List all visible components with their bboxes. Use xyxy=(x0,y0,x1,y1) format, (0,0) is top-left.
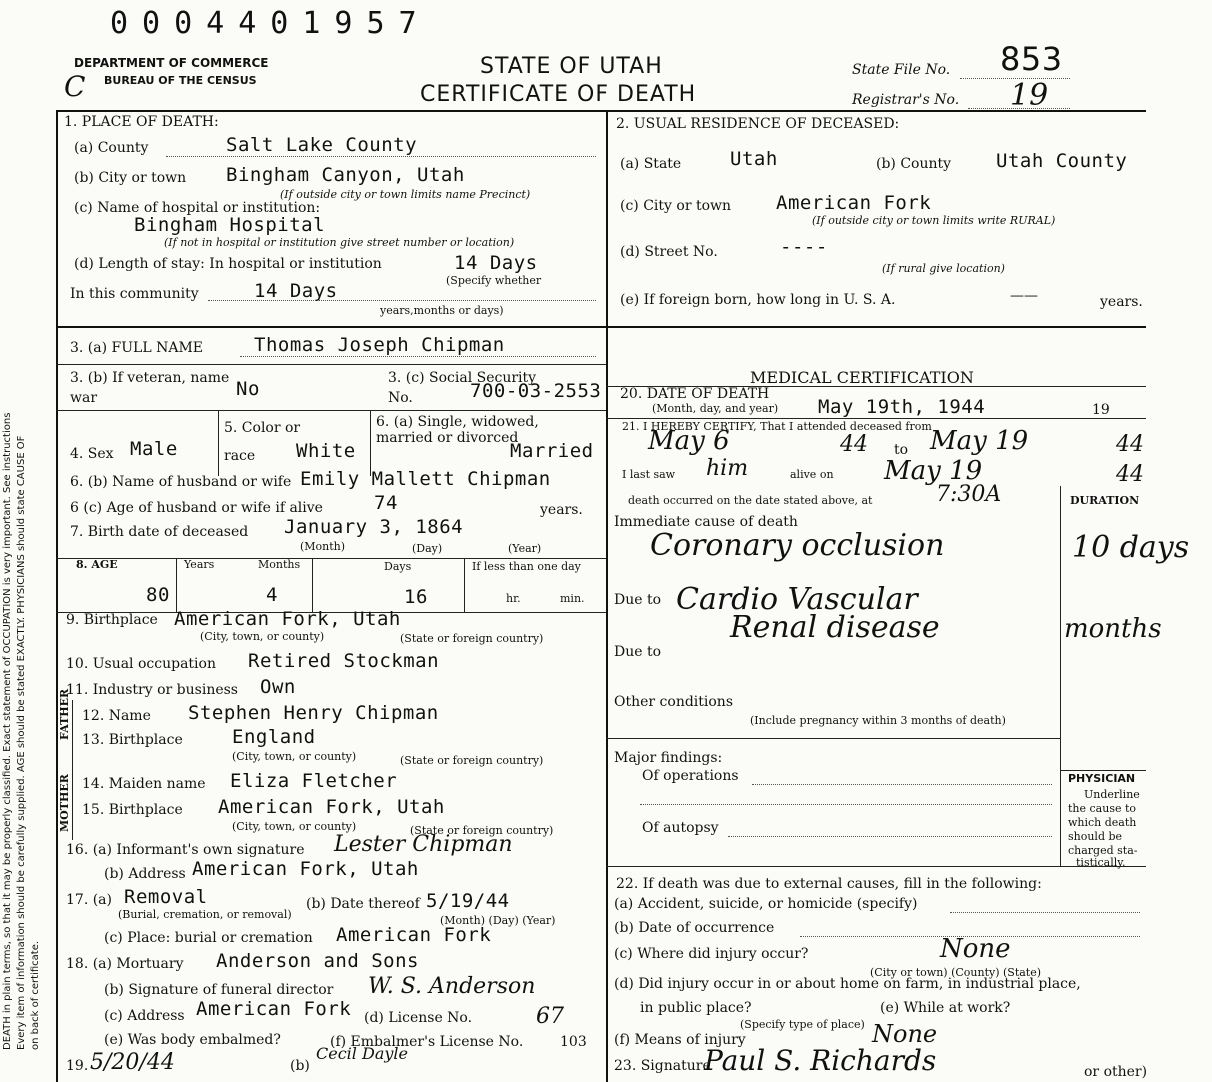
physician-signature: Paul S. Richards xyxy=(704,1044,937,1077)
handwritten-mark: C xyxy=(64,70,86,103)
social-security-value: 700-03-2553 xyxy=(470,380,602,402)
age-days-value: 16 xyxy=(404,586,428,608)
sex-label: 4. Sex xyxy=(70,446,114,462)
immediate-cause-duration: 10 days xyxy=(1072,530,1190,565)
occupation-value: Retired Stockman xyxy=(248,650,440,672)
father-side-label: FATHER xyxy=(58,688,71,740)
certificate-serial-number: 0004401957 xyxy=(110,6,431,41)
mortuary-address-value: American Fork xyxy=(196,998,352,1020)
residence-city-note: (If outside city or town limits write RURAL) xyxy=(812,214,1056,227)
spouse-age-label: 6 (c) Age of husband or wife if alive xyxy=(70,500,323,516)
mother-city-note: (City, town, or county) xyxy=(232,820,357,833)
state-file-number: 853 xyxy=(1000,40,1063,78)
due-to-label-2: Due to xyxy=(614,644,662,660)
immediate-cause-value: Coronary occlusion xyxy=(650,528,945,563)
veteran-value: No xyxy=(236,378,260,400)
spouse-age-value: 74 xyxy=(374,492,398,514)
injury-public-label: in public place? xyxy=(640,1000,752,1016)
foreign-born-label: (e) If foreign born, how long in U. S. A. xyxy=(620,292,896,308)
industry-value: Own xyxy=(260,676,296,698)
certificate-title: CERTIFICATE OF DEATH xyxy=(420,82,697,107)
alive-on-label: alive on xyxy=(790,468,834,481)
mortuary-value: Anderson and Sons xyxy=(216,950,419,972)
mother-maiden-value: Eliza Fletcher xyxy=(230,770,398,792)
place-of-death-heading: 1. PLACE OF DEATH: xyxy=(64,114,219,130)
physician-box-line-3: which death xyxy=(1068,816,1137,829)
birth-month-note: (Month) xyxy=(300,540,346,553)
residence-state-label: (a) State xyxy=(620,156,682,172)
instructions-sidebar xyxy=(2,150,42,1050)
age-less-day-label: If less than one day xyxy=(472,560,581,573)
due-to-label-1: Due to xyxy=(614,592,662,608)
date-of-death-value: May 19th, 1944 xyxy=(818,396,986,418)
date-of-death-label: 20. DATE OF DEATH xyxy=(620,386,770,402)
embalmer-license-label: (f) Embalmer's License No. xyxy=(330,1034,524,1050)
due-to-value-line-2: Renal disease xyxy=(730,610,940,645)
age-min-label: min. xyxy=(560,592,585,605)
embalmer-license-value: 103 xyxy=(560,1034,587,1050)
duration-label: DURATION xyxy=(1070,494,1140,507)
hospital-value: Bingham Hospital xyxy=(134,214,326,236)
father-birthplace-label: 13. Birthplace xyxy=(82,732,183,748)
social-security-label: 3. (c) Social Security No. xyxy=(388,370,537,406)
burial-place-label: (c) Place: burial or cremation xyxy=(104,930,313,946)
funeral-director-signature: W. S. Anderson xyxy=(368,974,536,999)
removal-label: 17. (a) xyxy=(66,892,112,908)
instructions-line-2: Every item of information should be carefully supplied. AGE should be stated EXACTLY. PHYSICIANS should state CAUSE OF xyxy=(16,435,27,1050)
death-time: 7:30A xyxy=(936,482,1002,507)
informant-address-label: (b) Address xyxy=(104,866,186,882)
bureau-label: BUREAU OF THE CENSUS xyxy=(104,74,257,87)
last-saw-date: May 19 xyxy=(884,456,983,486)
marital-value: Married xyxy=(510,440,594,462)
death-city-value: Bingham Canyon, Utah xyxy=(226,164,465,186)
age-days-label: Days xyxy=(384,560,412,573)
birth-date-label: 7. Birth date of deceased xyxy=(70,524,249,540)
attended-to-date: May 19 xyxy=(930,426,1029,456)
stay-community-label: In this community xyxy=(70,286,199,302)
hospital-label: (c) Name of hospital or institution: xyxy=(74,200,321,216)
age-years-label: Years xyxy=(184,558,215,571)
residence-street-value: ---- xyxy=(780,236,828,258)
removal-value: Removal xyxy=(124,886,208,908)
birthplace-label: 9. Birthplace xyxy=(66,612,158,628)
father-birthplace-value: England xyxy=(232,726,316,748)
full-name-label: 3. (a) FULL NAME xyxy=(70,340,203,356)
last-saw-label: I last saw xyxy=(622,468,676,481)
of-operations-label: Of operations xyxy=(642,768,739,784)
father-name-value: Stephen Henry Chipman xyxy=(188,702,439,724)
injury-place-label: (c) Where did injury occur? xyxy=(614,946,809,962)
external-causes-heading: 22. If death was due to external causes, fill in the following: xyxy=(616,876,1042,892)
means-note: (Specify type of place) xyxy=(740,1018,865,1031)
mother-side-label: MOTHER xyxy=(58,774,71,832)
foreign-born-years: years. xyxy=(1100,294,1143,310)
mother-birthplace-value: American Fork, Utah xyxy=(218,796,445,818)
marital-label: 6. (a) Single, widowed, married or divorced xyxy=(376,414,539,446)
father-city-note: (City, town, or county) xyxy=(232,750,357,763)
physician-box-title: PHYSICIAN xyxy=(1068,772,1136,785)
due-to-value-line-1: Cardio Vascular xyxy=(676,582,918,617)
date-of-death-suffix: 19 xyxy=(1092,402,1110,418)
physician-box-line-1: Underline xyxy=(1084,788,1140,801)
injury-place-note: (City or town) (County) (State) xyxy=(870,966,1042,979)
last-saw-year: 44 xyxy=(1116,462,1144,487)
informant-signature-label: 16. (a) Informant's own signature xyxy=(66,842,305,858)
birthplace-value: American Fork, Utah xyxy=(174,608,401,630)
residence-county-value: Utah County xyxy=(996,150,1128,172)
attended-to-year: 44 xyxy=(1116,432,1144,457)
due-to-duration: months xyxy=(1064,614,1162,644)
spouse-age-years: years. xyxy=(540,502,583,518)
age-hr-label: hr. xyxy=(506,592,521,605)
attended-from-year: 44 xyxy=(840,432,868,457)
certify-label: 21. I HEREBY CERTIFY, That I attended deceased from xyxy=(622,420,932,433)
date-of-death-note: (Month, day, and year) xyxy=(652,402,779,415)
residence-city-value: American Fork xyxy=(776,192,932,214)
filed-label: 19. xyxy=(66,1058,89,1074)
injury-home-label: (d) Did injury occur in or about home on farm, in industrial place, xyxy=(614,976,1081,992)
birthplace-state-note: (State or foreign country) xyxy=(400,632,544,645)
sex-value: Male xyxy=(130,438,178,460)
birthplace-city-note: (City, town, or county) xyxy=(200,630,325,643)
occupation-label: 10. Usual occupation xyxy=(66,656,216,672)
age-months-label: Months xyxy=(258,558,301,571)
death-county-label: (a) County xyxy=(74,140,149,156)
physician-box-line-2: the cause to xyxy=(1068,802,1137,815)
death-city-label: (b) City or town xyxy=(74,170,187,186)
veteran-label: 3. (b) If veteran, name war xyxy=(70,370,230,406)
age-months-value: 4 xyxy=(266,584,278,606)
residence-street-note: (If rural give location) xyxy=(882,262,1005,275)
signature-label: 23. Signature xyxy=(614,1058,711,1074)
death-occurred-label: death occurred on the date stated above, at xyxy=(628,494,873,507)
father-name-label: 12. Name xyxy=(82,708,151,724)
residence-state-value: Utah xyxy=(730,148,778,170)
death-county-value: Salt Lake County xyxy=(226,134,418,156)
state-title: STATE OF UTAH xyxy=(480,54,663,79)
major-findings-label: Major findings: xyxy=(614,750,723,766)
filed-b-label: (b) xyxy=(290,1058,310,1074)
instructions-line-1: DEATH in plain terms, so that it may be properly classified. Exact statement of OCCUPATION is very important. See instructions xyxy=(2,412,13,1050)
last-saw-who: him xyxy=(706,456,749,481)
age-label: 8. AGE xyxy=(76,558,118,571)
means-of-injury-label: (f) Means of injury xyxy=(614,1032,746,1048)
residence-county-label: (b) County xyxy=(876,156,952,172)
occurrence-date-label: (b) Date of occurrence xyxy=(614,920,775,936)
residence-city-label: (c) City or town xyxy=(620,198,732,214)
of-autopsy-label: Of autopsy xyxy=(642,820,719,836)
mother-birthplace-label: 15. Birthplace xyxy=(82,802,183,818)
funeral-director-label: (b) Signature of funeral director xyxy=(104,982,334,998)
birth-year-note: (Year) xyxy=(508,542,542,555)
race-label: 5. Color or race xyxy=(224,420,301,464)
removal-date-value: 5/19/44 xyxy=(426,890,510,912)
state-file-label: State File No. xyxy=(852,62,951,78)
burial-place-value: American Fork xyxy=(336,924,492,946)
registrar-signature: Cecil Dayle xyxy=(316,1044,408,1063)
stay-hospital-value: 14 Days xyxy=(454,252,538,274)
residence-street-label: (d) Street No. xyxy=(620,244,718,260)
mortuary-address-label: (c) Address xyxy=(104,1008,185,1024)
other-conditions-note: (Include pregnancy within 3 months of death) xyxy=(750,714,1006,727)
other-conditions-label: Other conditions xyxy=(614,694,734,710)
or-other-label: or other) xyxy=(1084,1064,1148,1080)
spouse-name-value: Emily Mallett Chipman xyxy=(300,468,551,490)
informant-signature: Lester Chipman xyxy=(334,832,513,857)
physician-box-line-5: charged sta- xyxy=(1068,844,1138,857)
residence-heading: 2. USUAL RESIDENCE OF DECEASED: xyxy=(616,116,900,132)
license-label: (d) License No. xyxy=(364,1010,473,1026)
stay-hospital-label: (d) Length of stay: In hospital or institution xyxy=(74,256,382,272)
injury-place-value: None xyxy=(940,934,1011,964)
means-of-injury-value: None xyxy=(872,1020,938,1048)
stay-community-value: 14 Days xyxy=(254,280,338,302)
while-at-work-label: (e) While at work? xyxy=(880,1000,1011,1016)
birth-date-value: January 3, 1864 xyxy=(284,516,464,538)
physician-box-line-6: tistically. xyxy=(1076,856,1126,869)
removal-mdy-note: (Month) (Day) (Year) xyxy=(440,914,556,927)
father-state-note: (State or foreign country) xyxy=(400,754,544,767)
medical-certification-heading: MEDICAL CERTIFICATION xyxy=(750,368,974,387)
mortuary-label: 18. (a) Mortuary xyxy=(66,956,184,972)
immediate-cause-label: Immediate cause of death xyxy=(614,514,798,530)
full-name-value: Thomas Joseph Chipman xyxy=(254,334,505,356)
age-years-value: 80 xyxy=(146,584,170,606)
removal-note: (Burial, cremation, or removal) xyxy=(118,908,292,921)
hospital-note: (If not in hospital or institution give street number or location) xyxy=(164,236,515,249)
registrar-number: 19 xyxy=(1010,78,1049,113)
birth-day-note: (Day) xyxy=(412,542,443,555)
death-city-note: (If outside city or town limits name Precinct) xyxy=(280,188,531,201)
department-label: DEPARTMENT OF COMMERCE xyxy=(74,56,269,70)
instructions-line-3: on back of certificate. xyxy=(30,940,41,1050)
embalmed-label: (e) Was body embalmed? xyxy=(104,1032,281,1048)
spouse-name-label: 6. (b) Name of husband or wife xyxy=(70,474,292,490)
industry-label: 11. Industry or business xyxy=(66,682,238,698)
physician-box-line-4: should be xyxy=(1068,830,1123,843)
filed-date: 5/20/44 xyxy=(90,1050,175,1075)
license-value: 67 xyxy=(536,1004,564,1029)
attended-from-date: May 6 xyxy=(648,426,730,456)
informant-address-value: American Fork, Utah xyxy=(192,858,419,880)
mother-maiden-label: 14. Maiden name xyxy=(82,776,206,792)
attended-to-label: to xyxy=(894,442,909,458)
removal-date-label: (b) Date thereof xyxy=(306,896,420,912)
foreign-born-value: —— xyxy=(1010,288,1038,304)
mother-state-note: (State or foreign country) xyxy=(410,824,554,837)
stay-specify-note: (Specify whether xyxy=(446,274,542,287)
registrar-label: Registrar's No. xyxy=(852,92,960,108)
race-value: White xyxy=(296,440,356,462)
accident-label: (a) Accident, suicide, or homicide (specify) xyxy=(614,896,918,912)
stay-years-note: years,months or days) xyxy=(380,304,504,317)
